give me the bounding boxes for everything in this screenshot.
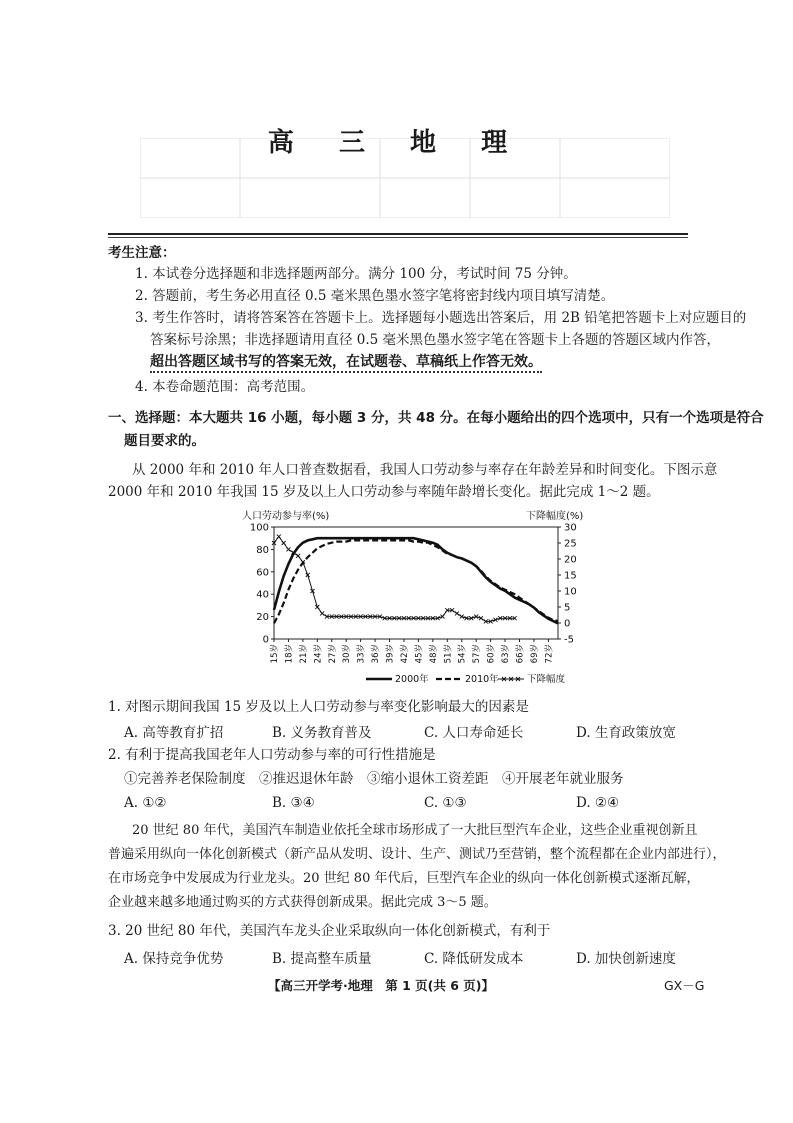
q2-option-d[interactable]: D. ②④ (576, 795, 620, 811)
legend-label-3: 下降幅度 (527, 674, 566, 685)
x-tick-label: 66岁 (515, 644, 526, 664)
notice-item-3: 3. 考生作答时，请将答案答在答题卡上。选择题每小题选出答案后，用 2B 铅笔把答题卡上对应题目的 (135, 310, 747, 326)
chart-legend (366, 673, 566, 685)
x-tick-label: 42岁 (399, 644, 410, 664)
q3-option-a[interactable]: A. 保持竞争优势 (124, 951, 224, 967)
x-tick-label: 57岁 (472, 644, 483, 664)
q1-option-b[interactable]: B. 义务教育普及 (272, 725, 372, 741)
q2-stem: 2. 有利于提高我国老年人口劳动参与率的可行性措施是 (108, 747, 436, 763)
x-tick-label: 72岁 (544, 644, 555, 664)
series-3-point (455, 611, 459, 615)
x-tick-label: 48岁 (428, 644, 439, 664)
q1-option-c[interactable]: C. 人口寿命延长 (424, 725, 524, 741)
series-3-point (282, 541, 286, 545)
intro2-line1: 20 世纪 80 年代，美国汽车制造业依托全球市场形成了一大批巨型汽车企业，这些企业重视创新且 (132, 823, 698, 838)
section1-line1: 一、选择题：本大题共 16 小题，每小题 3 分，共 48 分。在每小题给出的四个选项中，只有一个选项是符合 (108, 410, 764, 426)
y-left-tick-label: 100 (249, 522, 269, 534)
x-tick-label: 33岁 (356, 644, 367, 664)
faint-grid-background (140, 138, 670, 218)
y-right-tick-label: 15 (564, 570, 577, 582)
q1-option-d[interactable]: D. 生育政策放宽 (576, 725, 676, 741)
series-3-point (286, 547, 290, 551)
series-line-2 (274, 540, 558, 623)
header-rule (108, 233, 688, 235)
y-right-tick-label: 0 (564, 618, 571, 630)
x-tick-label: 45岁 (414, 644, 425, 664)
q2-measures: ①完善养老保险制度 ②推迟退休年龄 ③缩小退休工资差距 ④开展老年就业服务 (124, 771, 624, 787)
q3-option-c[interactable]: C. 降低研发成本 (424, 951, 524, 967)
series-line-1 (274, 538, 558, 623)
q1-stem: 1. 对图示期间我国 15 岁及以上人口劳动参与率变化影响最大的因素是 (108, 699, 529, 715)
y-right-axis-label: 下降幅度(%) (526, 511, 584, 522)
series-3-point (296, 554, 300, 558)
y-left-tick-label: 40 (256, 589, 269, 601)
plot-frame (274, 527, 558, 639)
y-right-tick-label: 10 (564, 586, 577, 598)
x-tick-label: 18岁 (284, 644, 295, 664)
y-left-tick-label: 20 (256, 612, 269, 624)
x-tick-label: 69岁 (529, 644, 540, 664)
x-tick-label: 21岁 (298, 644, 309, 664)
emphasis-text: 超出答题区域书写的答案无效，在试题卷、草稿纸上作答无效。 (150, 354, 542, 373)
y-right-tick-label: 20 (564, 554, 577, 566)
chart-axes (250, 523, 577, 664)
legend-label-1: 2000年 (395, 674, 429, 685)
x-tick-label: 39岁 (385, 644, 396, 664)
y-left-tick-label: 0 (262, 634, 269, 646)
chart-series (272, 535, 558, 624)
intro2-line3: 在市场竞争中发展成为行业龙头。20 世纪 80 年代后，巨型汽车企业的纵向一体化创新模式逐渐瓦解， (108, 871, 700, 886)
x-tick-label: 63岁 (501, 644, 512, 664)
notice-heading: 考生注意： (108, 245, 176, 261)
y-right-tick-label: 30 (564, 522, 577, 534)
footer-page-info: 【高三开学考·地理 第 1 页(共 6 页)】 (268, 978, 494, 993)
notice-item-4: 4. 本卷命题范围：高考范围。 (135, 379, 315, 395)
header-rule-thin (108, 237, 688, 238)
x-tick-label: 60岁 (486, 644, 497, 664)
q2-option-a[interactable]: A. ①② (124, 795, 167, 811)
notice-item-2: 2. 答题前，考生务必用直径 0.5 毫米黑色墨水签字笔将密封线内项目填写清楚。 (135, 288, 615, 304)
intro2-line4: 企业越来越多地通过购买的方式获得创新成果。据此完成 3～5 题。 (108, 895, 497, 910)
series-3-point (320, 611, 324, 615)
x-tick-label: 36岁 (371, 644, 382, 664)
y-right-tick-label: 5 (564, 602, 571, 614)
x-tick-label: 27岁 (327, 644, 338, 664)
q2-option-c[interactable]: C. ①③ (424, 795, 467, 811)
y-left-axis-label: 人口劳动参与率(%) (242, 511, 330, 522)
notice-item-3-cont: 答案标号涂黑；非选择题请用直径 0.5 毫米黑色墨水签字笔在答题卡上各题的答题区域内作答， (150, 332, 721, 348)
y-right-tick-label: 25 (564, 538, 577, 550)
footer-code: GX－G (664, 978, 705, 993)
section1-line2: 题目要求的。 (124, 433, 205, 449)
exam-title: 高 三 地 理 (267, 128, 526, 158)
y-right-tick-label: -5 (564, 634, 574, 646)
x-tick-label: 30岁 (342, 644, 353, 664)
series-3-point (277, 535, 281, 539)
notice-item-1: 1. 本试卷分选择题和非选择题两部分。满分 100 分，考试时间 75 分钟。 (135, 266, 577, 282)
q3-stem: 3. 20 世纪 80 年代，美国汽车龙头企业采取纵向一体化创新模式，有利于 (108, 923, 551, 939)
legend-label-2: 2010年 (465, 674, 499, 685)
q3-option-b[interactable]: B. 提高整车质量 (272, 951, 372, 967)
y-left-tick-label: 80 (256, 544, 269, 556)
x-tick-label: 15岁 (270, 644, 280, 664)
x-tick-label: 54岁 (457, 644, 468, 664)
intro1-line1: 从 2000 年和 2010 年人口普查数据看，我国人口劳动参与率存在年龄差异和时间变化。下图示意 (132, 462, 718, 478)
y-left-tick-label: 60 (256, 567, 269, 579)
x-tick-label: 51岁 (443, 644, 454, 664)
labor-participation-chart (236, 505, 596, 690)
q3-option-d[interactable]: D. 加快创新速度 (576, 951, 676, 967)
q2-option-b[interactable]: B. ③④ (272, 795, 315, 811)
notice-item-3-emphasis (150, 353, 542, 371)
intro1-line2: 2000 年和 2010 年我国 15 岁及以上人口劳动参与率随年龄增长变化。据此完成 1～2 题。 (108, 484, 660, 500)
x-tick-label: 24岁 (313, 644, 324, 664)
q1-option-a[interactable]: A. 高等教育扩招 (124, 725, 224, 741)
series-line-3 (274, 537, 515, 622)
intro2-line2: 普遍采用纵向一体化创新模式（新产品从发明、设计、生产、测试乃至营销，整个流程都在企业内部进行）， (108, 847, 726, 862)
